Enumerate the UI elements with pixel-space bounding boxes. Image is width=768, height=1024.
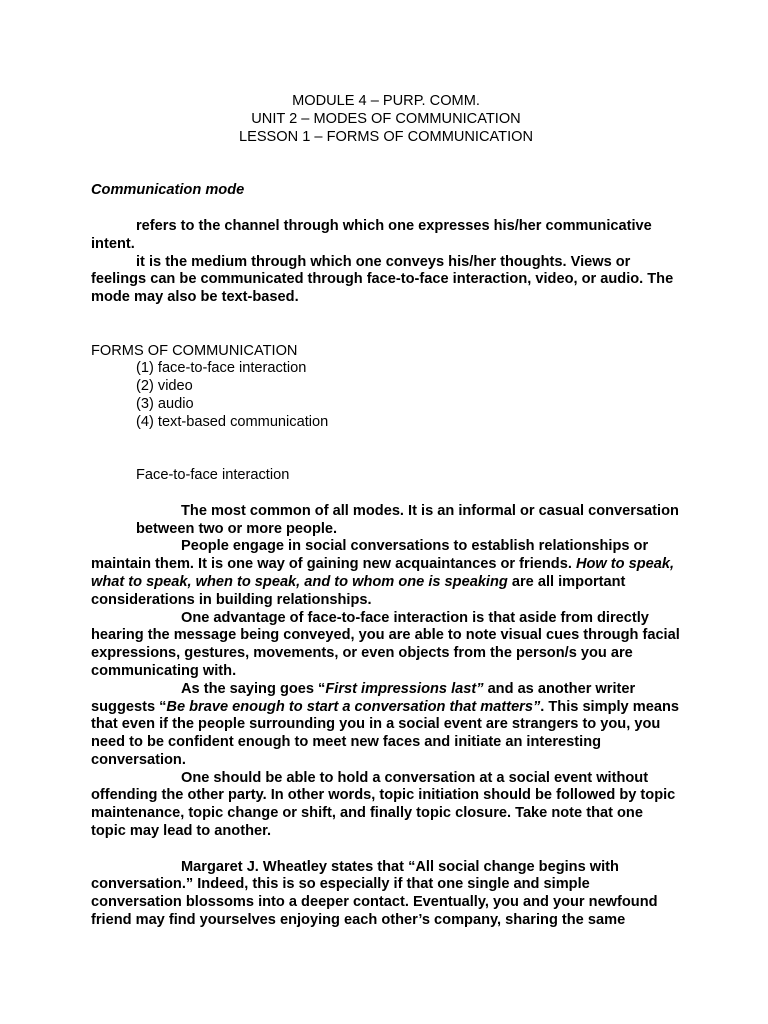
document-heading (91, 93, 681, 146)
f2f-paragraph-2 (91, 538, 681, 609)
forms-list-item: (4) text-based communication (136, 413, 329, 430)
f2f-p4-quote-2: Be brave enough to start a conversation that matters” (166, 698, 541, 715)
f2f-paragraph-4 (91, 681, 681, 770)
forms-title: FORMS OF COMMUNICATION (91, 342, 298, 359)
communication-mode-title: Communication mode (91, 182, 245, 199)
f2f-paragraph-5: One should be able to hold a conversation at a social event without offending the other party. In other words, topic initiation should be followed by topic maintenance, topic change or shift, and finally topic closure. Take note that one topic may lead to another. (91, 769, 676, 840)
lesson-title: LESSON 1 – FORMS OF COMMUNICATION (238, 128, 534, 145)
forms-list-item: (3) audio (136, 395, 194, 412)
forms-list-item: (1) face-to-face interaction (136, 360, 307, 377)
f2f-p4-text-a: As the saying goes “ (181, 680, 326, 697)
module-title: MODULE 4 – PURP. COMM. (292, 93, 480, 109)
forms-list (91, 360, 681, 431)
f2f-p2-text-a: People engage in social conversations to establish relationships or maintain them. It is one way of gaining new acquaintances or friends. (91, 538, 649, 573)
f2f-paragraph-1: The most common of all modes. It is an informal or casual conversation between two or more people. (136, 502, 679, 537)
f2f-p2-text-b: are all important considerations in building relationships. (91, 573, 626, 608)
face-to-face-title: Face-to-face interaction (136, 467, 290, 484)
f2f-paragraph-6: Margaret J. Wheatley states that “All social change begins with conversation.” Indeed, this is so especially if that one single and simple conversation blossoms into a deeper contact. Eventually, you and your newfound friend may find yourselves enjoying each other’s company, sharing the same (91, 858, 658, 929)
f2f-p4-text-c: . This simply means that even if the people surrounding you in a social event are strangers to you, you need to be confident enough to meet new faces and initiate an interesting conversation. (91, 698, 679, 768)
f2f-p4-text-b: and as another writer suggests “ (91, 680, 636, 715)
f2f-p4-quote-1: First impressions last” (325, 680, 484, 697)
f2f-paragraph-3: One advantage of face-to-face interaction is that aside from directly hearing the message being conveyed, you are able to note visual cues through facial expressions, gestures, movements, or even objects from the person/s you are communicating with. (91, 609, 680, 679)
f2f-p2-emphasis: How to speak, what to speak, when to speak, and to whom one is speaking (91, 556, 675, 590)
mode-definition-2: it is the medium through which one conveys his/her thoughts. Views or feelings can be communicated through face-to-face interaction, video, or audio. The mode may also be text-based. (91, 253, 674, 306)
document-body (91, 93, 681, 930)
paragraph-spacer (91, 841, 681, 859)
forms-list-item: (2) video (136, 378, 193, 395)
unit-title: UNIT 2 – MODES OF COMMUNICATION (251, 110, 521, 127)
mode-definition-1: refers to the channel through which one expresses his/her communicative intent. (91, 217, 652, 252)
